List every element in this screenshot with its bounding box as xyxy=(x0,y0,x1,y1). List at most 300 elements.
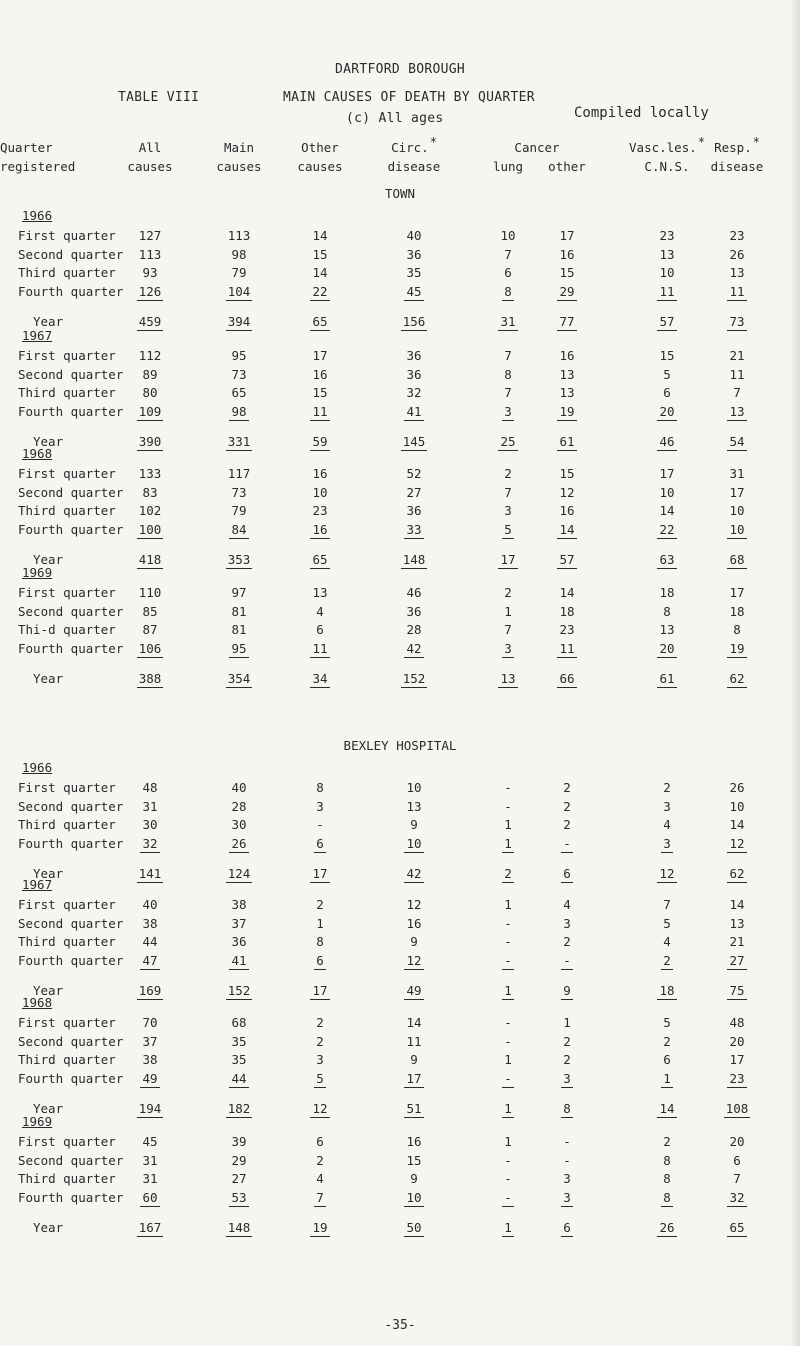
cell-value: 8 xyxy=(563,1101,571,1116)
cell-value: 45 xyxy=(142,1134,158,1149)
cell-resp-disease xyxy=(717,284,757,301)
col-header-all-causes-line2: causes xyxy=(127,159,173,174)
cell-resp-disease xyxy=(717,1190,757,1207)
cell-all-causes xyxy=(130,953,170,970)
cell-vasc-les-cns xyxy=(647,817,687,832)
cell-value: 3 xyxy=(316,1052,324,1067)
cell-other-causes xyxy=(300,866,340,883)
cell-value: 38 xyxy=(231,897,247,912)
col-header-resp-disease-line2: disease xyxy=(710,159,764,174)
cell-value: 46 xyxy=(659,434,675,449)
cell-value: 14 xyxy=(312,265,328,280)
cell-value: 32 xyxy=(729,1189,745,1205)
cell-value: 13 xyxy=(659,622,675,637)
table-row xyxy=(0,265,800,285)
cell-value: 13 xyxy=(729,915,745,931)
row-label: Third quarter xyxy=(18,503,116,518)
cell-value: - xyxy=(504,1152,512,1168)
year-heading: 1968 xyxy=(22,446,53,461)
cell-value: 13 xyxy=(729,265,745,280)
cell-value: 73 xyxy=(231,484,247,500)
cell-cancer-lung xyxy=(488,485,528,500)
cell-value: 102 xyxy=(138,503,162,518)
year-total-row xyxy=(0,1101,800,1121)
cell-main-causes xyxy=(219,897,259,912)
row-label: Second quarter xyxy=(18,915,124,931)
cell-value: 16 xyxy=(559,503,575,518)
cell-value: 29 xyxy=(559,283,575,299)
cell-value: 70 xyxy=(142,1015,158,1030)
cell-cancer-lung xyxy=(488,1034,528,1049)
cell-vasc-les-cns xyxy=(647,503,687,518)
cell-value: 59 xyxy=(312,434,328,449)
cell-value: 65 xyxy=(312,552,328,567)
cell-value: 388 xyxy=(138,671,162,686)
col-header-vasc-les-cns-line2: C.N.S. xyxy=(644,159,690,174)
cell-value: 14 xyxy=(659,503,675,518)
row-label: Third quarter xyxy=(18,385,116,400)
cell-vasc-les-cns xyxy=(647,934,687,949)
cell-value: 354 xyxy=(227,671,251,686)
cell-value: 1 xyxy=(504,1101,512,1116)
cell-all-causes xyxy=(130,1153,170,1168)
cell-value: 79 xyxy=(231,503,247,518)
cell-value: 49 xyxy=(406,983,422,998)
cell-all-causes xyxy=(130,983,170,1000)
cell-main-causes xyxy=(219,1071,259,1088)
cell-vasc-les-cns xyxy=(647,485,687,500)
cell-value: 394 xyxy=(227,314,251,329)
cell-main-causes xyxy=(219,641,259,658)
row-label: Second quarter xyxy=(18,603,124,619)
cell-cancer-other xyxy=(547,434,587,451)
cell-other-causes xyxy=(300,817,340,832)
cell-cancer-other xyxy=(547,799,587,814)
cell-main-causes xyxy=(219,1190,259,1207)
cell-resp-disease xyxy=(717,780,757,795)
cell-all-causes xyxy=(130,622,170,637)
table-row xyxy=(0,503,800,523)
cell-value: 3 xyxy=(504,503,512,518)
cell-other-causes xyxy=(300,836,340,853)
cell-other-causes xyxy=(300,522,340,539)
cell-cancer-other xyxy=(547,314,587,331)
cell-value: 9 xyxy=(563,983,571,998)
cell-value: 83 xyxy=(142,484,158,500)
cell-other-causes xyxy=(300,1101,340,1118)
cell-cancer-other xyxy=(547,1052,587,1067)
cell-value: 42 xyxy=(406,866,422,881)
cell-value: 17 xyxy=(559,228,575,243)
cell-value: 106 xyxy=(138,640,162,656)
cell-value: 7 xyxy=(504,348,512,363)
cell-resp-disease xyxy=(717,485,757,500)
cell-cancer-other xyxy=(547,817,587,832)
cell-circ-disease xyxy=(394,284,434,301)
cell-value: 18 xyxy=(729,603,745,619)
cell-value: 23 xyxy=(659,228,675,243)
cell-value: 31 xyxy=(142,1171,158,1186)
table-row xyxy=(0,247,800,267)
cell-value: 9 xyxy=(410,1052,418,1067)
cell-value: 93 xyxy=(142,265,158,280)
row-label: First quarter xyxy=(18,228,116,243)
cell-main-causes xyxy=(219,1134,259,1149)
cell-value: 39 xyxy=(231,1134,247,1149)
cell-value: 5 xyxy=(663,1015,671,1030)
cell-main-causes xyxy=(219,1052,259,1067)
cell-cancer-other xyxy=(547,503,587,518)
cell-main-causes xyxy=(219,522,259,539)
cell-resp-disease xyxy=(717,404,757,421)
cell-value: 100 xyxy=(138,521,162,537)
cell-all-causes xyxy=(130,265,170,280)
cell-resp-disease xyxy=(717,367,757,382)
cell-value: 8 xyxy=(663,1171,671,1186)
cell-value: 2 xyxy=(563,780,571,795)
row-label: Second quarter xyxy=(18,1152,124,1168)
year-heading: 1967 xyxy=(22,877,53,892)
cell-cancer-other xyxy=(547,552,587,569)
row-header-quarter: Quarter xyxy=(0,140,53,155)
cell-value: 6 xyxy=(563,866,571,881)
cell-circ-disease xyxy=(394,983,434,1000)
cell-value: 20 xyxy=(659,640,675,656)
cell-main-causes xyxy=(219,866,259,883)
cell-circ-disease xyxy=(394,385,434,400)
cell-circ-disease xyxy=(394,466,434,481)
cell-value: 52 xyxy=(406,466,422,481)
cell-cancer-lung xyxy=(488,641,528,658)
cell-other-causes xyxy=(300,934,340,949)
cell-value: - xyxy=(563,835,571,851)
table-row xyxy=(0,585,800,605)
cell-cancer-lung xyxy=(488,983,528,1000)
cell-value: 19 xyxy=(729,640,745,656)
cell-resp-disease xyxy=(717,1071,757,1088)
cell-value: 145 xyxy=(402,434,426,449)
cell-value: 4 xyxy=(663,817,671,832)
cell-value: 4 xyxy=(316,603,324,619)
cell-value: 10 xyxy=(500,228,516,243)
row-label: Fourth quarter xyxy=(18,521,124,537)
table-row xyxy=(0,622,800,642)
cell-all-causes xyxy=(130,916,170,931)
cell-value: 1 xyxy=(504,983,512,998)
cell-value: 12 xyxy=(406,952,422,968)
table-title: MAIN CAUSES OF DEATH BY QUARTER xyxy=(283,90,535,105)
cell-main-causes xyxy=(219,284,259,301)
cell-value: 18 xyxy=(659,983,675,998)
cell-vasc-les-cns xyxy=(647,953,687,970)
cell-vasc-les-cns xyxy=(647,1052,687,1067)
row-label: Year xyxy=(33,314,64,329)
cell-circ-disease xyxy=(394,1015,434,1030)
cell-circ-disease xyxy=(394,485,434,500)
cell-value: 11 xyxy=(312,640,328,656)
cell-cancer-lung xyxy=(488,604,528,619)
cell-other-causes xyxy=(300,585,340,600)
cell-value: 8 xyxy=(316,934,324,949)
cell-value: 27 xyxy=(231,1171,247,1186)
cell-value: 9 xyxy=(410,817,418,832)
cell-value: 5 xyxy=(316,1070,324,1086)
cell-value: 31 xyxy=(142,1152,158,1168)
cell-value: 16 xyxy=(559,348,575,363)
table-row xyxy=(0,641,800,661)
cell-vasc-les-cns xyxy=(647,228,687,243)
cell-value: 109 xyxy=(138,403,162,419)
cell-value: 10 xyxy=(406,780,422,795)
cell-cancer-other xyxy=(547,1034,587,1049)
cell-resp-disease xyxy=(717,1134,757,1149)
cell-vasc-les-cns xyxy=(647,983,687,1000)
cell-circ-disease xyxy=(394,1071,434,1088)
cell-value: 7 xyxy=(316,1189,324,1205)
row-label: Fourth quarter xyxy=(18,1070,124,1086)
cell-vasc-les-cns xyxy=(647,897,687,912)
cell-value: 7 xyxy=(733,1171,741,1186)
row-label: First quarter xyxy=(18,466,116,481)
cell-value: 22 xyxy=(312,283,328,299)
cell-cancer-lung xyxy=(488,1171,528,1186)
cell-value: 6 xyxy=(316,1134,324,1149)
cell-circ-disease xyxy=(394,799,434,814)
row-label: Third quarter xyxy=(18,1052,116,1067)
cell-value: 95 xyxy=(231,348,247,363)
cell-value: 8 xyxy=(504,283,512,299)
cell-vasc-les-cns xyxy=(647,780,687,795)
cell-vasc-les-cns xyxy=(647,1015,687,1030)
cell-value: 15 xyxy=(559,466,575,481)
cell-all-causes xyxy=(130,485,170,500)
cell-value: 148 xyxy=(402,552,426,567)
cell-other-causes xyxy=(300,552,340,569)
row-label: Year xyxy=(33,1101,64,1116)
cell-value: 87 xyxy=(142,622,158,637)
cell-main-causes xyxy=(219,385,259,400)
cell-value: 2 xyxy=(504,585,512,600)
cell-resp-disease xyxy=(717,247,757,262)
cell-value: 18 xyxy=(559,603,575,619)
row-label: Thi-d quarter xyxy=(18,622,116,637)
col-header-cancer-lung-line2: lung xyxy=(492,159,524,174)
cell-cancer-lung xyxy=(488,953,528,970)
col-header-cancer-lung-line1: Cancer xyxy=(514,140,560,155)
cell-all-causes xyxy=(130,1101,170,1118)
page-number: -35- xyxy=(384,1318,416,1333)
cell-value: 8 xyxy=(316,780,324,795)
cell-resp-disease xyxy=(717,522,757,539)
table-row xyxy=(0,934,800,954)
table-row xyxy=(0,1034,800,1054)
cell-value: 42 xyxy=(406,640,422,656)
cell-value: 49 xyxy=(142,1070,158,1086)
cell-resp-disease xyxy=(717,866,757,883)
col-header-circ-disease-line1 xyxy=(369,135,459,155)
cell-circ-disease xyxy=(394,671,434,688)
cell-circ-disease xyxy=(394,1190,434,1207)
cell-circ-disease xyxy=(394,934,434,949)
cell-circ-disease xyxy=(394,1052,434,1067)
cell-value: 3 xyxy=(504,403,512,419)
cell-resp-disease xyxy=(717,953,757,970)
cell-circ-disease xyxy=(394,780,434,795)
row-label: Third quarter xyxy=(18,817,116,832)
cell-resp-disease xyxy=(717,671,757,688)
cell-value: 7 xyxy=(733,385,741,400)
cell-value: - xyxy=(504,952,512,968)
cell-cancer-other xyxy=(547,983,587,1000)
cell-value: 65 xyxy=(729,1220,745,1235)
col-header-resp-disease-line1 xyxy=(692,135,782,155)
table-row xyxy=(0,817,800,837)
cell-other-causes xyxy=(300,348,340,363)
table-row xyxy=(0,367,800,387)
cell-value: 15 xyxy=(312,246,328,262)
cell-all-causes xyxy=(130,866,170,883)
cell-resp-disease xyxy=(717,622,757,637)
cell-resp-disease xyxy=(717,897,757,912)
cell-value: 182 xyxy=(227,1101,251,1116)
cell-main-causes xyxy=(219,1220,259,1237)
cell-all-causes xyxy=(130,671,170,688)
cell-main-causes xyxy=(219,228,259,243)
cell-value: 85 xyxy=(142,603,158,619)
cell-cancer-lung xyxy=(488,314,528,331)
cell-vasc-les-cns xyxy=(647,247,687,262)
cell-value: 23 xyxy=(312,503,328,518)
cell-circ-disease xyxy=(394,522,434,539)
cell-main-causes xyxy=(219,265,259,280)
cell-circ-disease xyxy=(394,1134,434,1149)
cell-circ-disease xyxy=(394,1220,434,1237)
cell-value: 13 xyxy=(559,385,575,400)
cell-value: 16 xyxy=(312,466,328,481)
cell-circ-disease xyxy=(394,916,434,931)
row-label: Fourth quarter xyxy=(18,640,124,656)
cell-value: 4 xyxy=(316,1171,324,1186)
table-row xyxy=(0,780,800,800)
cell-value: 77 xyxy=(559,314,575,329)
cell-cancer-other xyxy=(547,1190,587,1207)
table-row xyxy=(0,604,800,624)
cell-vasc-les-cns xyxy=(647,385,687,400)
cell-other-causes xyxy=(300,367,340,382)
cell-value: 3 xyxy=(316,798,324,814)
cell-value: 23 xyxy=(729,1070,745,1086)
cell-resp-disease xyxy=(717,385,757,400)
cell-vasc-les-cns xyxy=(647,1101,687,1118)
cell-main-causes xyxy=(219,799,259,814)
cell-value: 1 xyxy=(504,603,512,619)
cell-cancer-lung xyxy=(488,284,528,301)
col-header-other-causes-line1: Other xyxy=(301,140,339,155)
cell-value: 12 xyxy=(312,1101,328,1116)
cell-other-causes xyxy=(300,485,340,500)
cell-main-causes xyxy=(219,1101,259,1118)
cell-cancer-other xyxy=(547,671,587,688)
cell-cancer-lung xyxy=(488,1190,528,1207)
cell-other-causes xyxy=(300,916,340,931)
table-row xyxy=(0,1015,800,1035)
cell-cancer-lung xyxy=(488,1071,528,1088)
cell-value: 6 xyxy=(316,952,324,968)
cell-value: 10 xyxy=(659,265,675,280)
cell-other-causes xyxy=(300,671,340,688)
cell-resp-disease xyxy=(717,314,757,331)
cell-main-causes xyxy=(219,817,259,832)
cell-value: 36 xyxy=(406,366,422,382)
cell-value: 61 xyxy=(559,434,575,449)
cell-other-causes xyxy=(300,1171,340,1186)
cell-value: 21 xyxy=(729,348,745,363)
cell-all-causes xyxy=(130,817,170,832)
cell-main-causes xyxy=(219,916,259,931)
cell-value: 79 xyxy=(231,265,247,280)
cell-cancer-lung xyxy=(488,1052,528,1067)
cell-value: 6 xyxy=(316,835,324,851)
year-heading: 1966 xyxy=(22,208,53,223)
cell-vasc-les-cns xyxy=(647,1034,687,1049)
row-label: Second quarter xyxy=(18,366,124,382)
cell-cancer-other xyxy=(547,836,587,853)
cell-circ-disease xyxy=(394,1171,434,1186)
cell-value: 10 xyxy=(729,521,745,537)
cell-other-causes xyxy=(300,799,340,814)
cell-value: 12 xyxy=(406,897,422,912)
cell-cancer-lung xyxy=(488,622,528,637)
row-label: Year xyxy=(33,866,64,881)
cell-value: 38 xyxy=(142,1052,158,1067)
cell-value: 30 xyxy=(231,817,247,832)
cell-value: 20 xyxy=(729,1134,745,1149)
cell-main-causes xyxy=(219,934,259,949)
table-row xyxy=(0,228,800,248)
cell-value: 22 xyxy=(659,521,675,537)
cell-value: 66 xyxy=(559,671,575,686)
cell-value: 40 xyxy=(142,897,158,912)
cell-value: 13 xyxy=(659,246,675,262)
cell-value: 11 xyxy=(659,283,675,299)
cell-value: 10 xyxy=(406,835,422,851)
cell-resp-disease xyxy=(717,983,757,1000)
cell-circ-disease xyxy=(394,434,434,451)
cell-value: 141 xyxy=(138,866,162,881)
cell-value: 6 xyxy=(563,1220,571,1235)
cell-main-causes xyxy=(219,780,259,795)
col-header-main-causes-line1: Main xyxy=(223,140,255,155)
year-heading: 1966 xyxy=(22,760,53,775)
cell-cancer-lung xyxy=(488,1220,528,1237)
cell-value: 26 xyxy=(231,835,247,851)
cell-value: 8 xyxy=(663,1189,671,1205)
cell-value: 73 xyxy=(729,314,745,329)
cell-cancer-other xyxy=(547,1171,587,1186)
cell-cancer-other xyxy=(547,780,587,795)
cell-other-causes xyxy=(300,1220,340,1237)
cell-circ-disease xyxy=(394,314,434,331)
cell-value: 50 xyxy=(406,1220,422,1235)
cell-value: 117 xyxy=(227,466,251,481)
cell-value: 1 xyxy=(504,897,512,912)
cell-value: 97 xyxy=(231,585,247,600)
cell-value: 27 xyxy=(406,484,422,500)
cell-all-causes xyxy=(130,503,170,518)
cell-value: 84 xyxy=(231,521,247,537)
row-label: Second quarter xyxy=(18,1033,124,1049)
cell-main-causes xyxy=(219,247,259,262)
